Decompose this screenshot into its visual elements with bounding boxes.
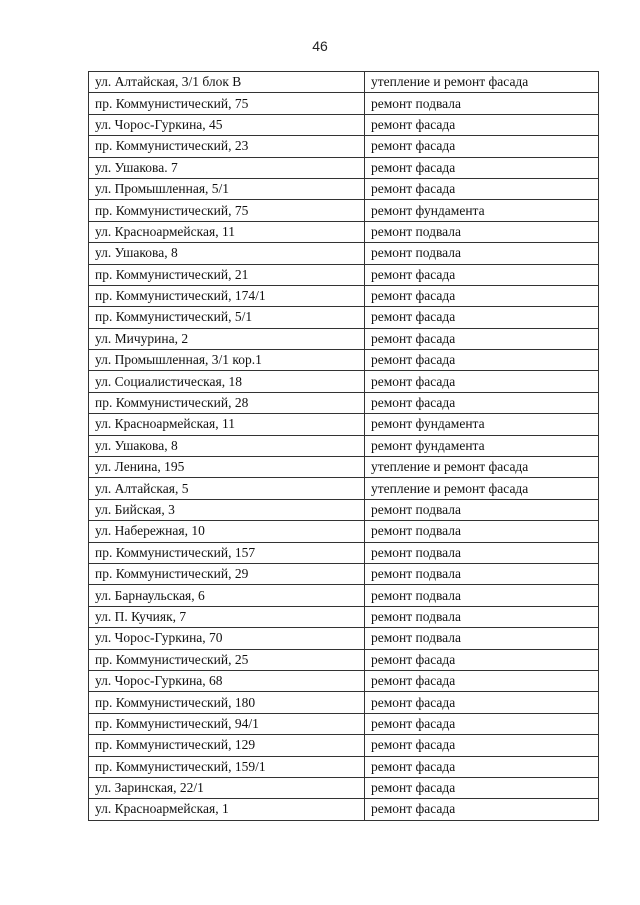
work-type-cell: ремонт фасада [365,799,599,820]
address-cell: пр. Коммунистический, 159/1 [89,756,365,777]
table-row [89,307,599,328]
address-cell: пр. Коммунистический, 129 [89,735,365,756]
table-row [89,478,599,499]
table-row [89,756,599,777]
address-cell: пр. Коммунистический, 25 [89,649,365,670]
work-type-cell: ремонт подвала [365,585,599,606]
work-type-cell: ремонт фасада [365,264,599,285]
table-row [89,350,599,371]
table-row [89,606,599,627]
address-cell: пр. Коммунистический, 5/1 [89,307,365,328]
table-row [89,542,599,563]
work-type-cell: ремонт фасада [365,392,599,413]
address-cell: пр. Коммунистический, 21 [89,264,365,285]
table-row [89,285,599,306]
table-row [89,221,599,242]
table-row [89,628,599,649]
address-cell: пр. Коммунистический, 75 [89,93,365,114]
address-cell: ул. Промышленная, 3/1 кор.1 [89,350,365,371]
work-type-cell: ремонт подвала [365,521,599,542]
work-type-cell: ремонт подвала [365,542,599,563]
table-row [89,692,599,713]
address-cell: пр. Коммунистический, 180 [89,692,365,713]
table-row [89,521,599,542]
table-row [89,799,599,820]
work-type-cell: ремонт подвала [365,606,599,627]
work-type-cell: ремонт фасада [365,178,599,199]
work-type-cell: утепление и ремонт фасада [365,72,599,93]
work-type-cell: ремонт фасада [365,692,599,713]
address-cell: ул. Ушакова. 7 [89,157,365,178]
work-type-cell: утепление и ремонт фасада [365,478,599,499]
work-type-cell: ремонт фасада [365,735,599,756]
work-type-cell: ремонт фундамента [365,414,599,435]
work-type-cell: ремонт фундамента [365,435,599,456]
table-row [89,649,599,670]
address-cell: ул. Заринская, 22/1 [89,777,365,798]
work-type-cell: ремонт фасада [365,307,599,328]
table-row [89,200,599,221]
table-row [89,93,599,114]
table-row [89,563,599,584]
work-type-cell: ремонт фасада [365,328,599,349]
address-cell: ул. Барнаульская, 6 [89,585,365,606]
work-type-cell: ремонт подвала [365,499,599,520]
work-type-cell: ремонт подвала [365,628,599,649]
work-type-cell: ремонт фасада [365,136,599,157]
table-row [89,243,599,264]
address-cell: ул. Мичурина, 2 [89,328,365,349]
address-cell: пр. Коммунистический, 174/1 [89,285,365,306]
table-row [89,392,599,413]
table-row [89,670,599,691]
address-cell: ул. Алтайская, 3/1 блок В [89,72,365,93]
work-type-cell: ремонт фасада [365,285,599,306]
table-row [89,72,599,93]
work-type-cell: ремонт фасада [365,114,599,135]
work-type-cell: ремонт фасада [365,649,599,670]
address-cell: пр. Коммунистический, 28 [89,392,365,413]
address-cell: ул. Набережная, 10 [89,521,365,542]
table-row [89,136,599,157]
work-type-cell: ремонт фасада [365,713,599,734]
address-cell: пр. Коммунистический, 29 [89,563,365,584]
work-type-cell: ремонт фасада [365,670,599,691]
table-row [89,457,599,478]
address-cell: ул. Чорос-Гуркина, 70 [89,628,365,649]
work-type-cell: ремонт фасада [365,777,599,798]
work-type-cell: ремонт фасада [365,756,599,777]
address-cell: пр. Коммунистический, 75 [89,200,365,221]
address-cell: ул. Ушакова, 8 [89,243,365,264]
work-type-cell: ремонт фасада [365,157,599,178]
address-cell: ул. Красноармейская, 11 [89,414,365,435]
address-cell: ул. Чорос-Гуркина, 45 [89,114,365,135]
address-cell: пр. Коммунистический, 94/1 [89,713,365,734]
address-cell: ул. Красноармейская, 11 [89,221,365,242]
table-row [89,713,599,734]
table-row [89,435,599,456]
table-row [89,735,599,756]
address-cell: ул. Алтайская, 5 [89,478,365,499]
table-row [89,157,599,178]
work-type-cell: ремонт фундамента [365,200,599,221]
works-table [88,71,599,821]
work-type-cell: ремонт подвала [365,221,599,242]
address-cell: ул. Промышленная, 5/1 [89,178,365,199]
address-cell: ул. Чорос-Гуркина, 68 [89,670,365,691]
work-type-cell: ремонт подвала [365,243,599,264]
work-type-cell: ремонт фасада [365,371,599,392]
work-type-cell: утепление и ремонт фасада [365,457,599,478]
address-cell: пр. Коммунистический, 23 [89,136,365,157]
table-row [89,328,599,349]
table-row [89,414,599,435]
table-row [89,114,599,135]
address-cell: ул. Ушакова, 8 [89,435,365,456]
table-row [89,499,599,520]
address-cell: ул. Ленина, 195 [89,457,365,478]
address-cell: ул. Социалистическая, 18 [89,371,365,392]
table-row [89,371,599,392]
address-cell: ул. Бийская, 3 [89,499,365,520]
work-type-cell: ремонт фасада [365,350,599,371]
address-cell: ул. Красноармейская, 1 [89,799,365,820]
page-number: 46 [312,38,328,54]
work-type-cell: ремонт подвала [365,93,599,114]
work-type-cell: ремонт подвала [365,563,599,584]
table-row [89,264,599,285]
table-row [89,178,599,199]
address-cell: пр. Коммунистический, 157 [89,542,365,563]
works-table-body [89,72,599,821]
table-row [89,585,599,606]
table-row [89,777,599,798]
address-cell: ул. П. Кучияк, 7 [89,606,365,627]
